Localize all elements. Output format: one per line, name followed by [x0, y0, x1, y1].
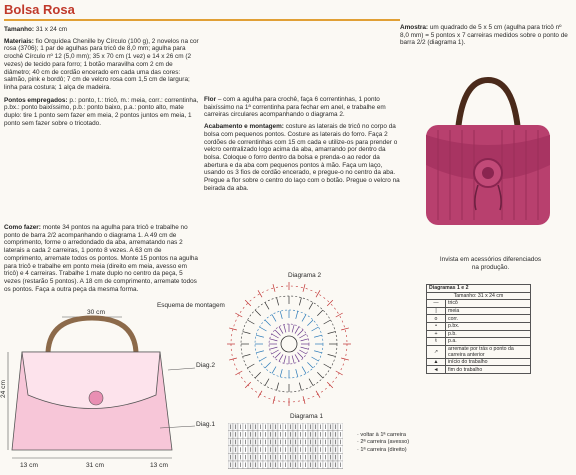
diagram1-chart	[228, 423, 343, 469]
stitch-mark	[235, 371, 242, 375]
legend-symbol: ↗	[427, 345, 446, 358]
stitch-mark	[307, 362, 313, 368]
stitch-mark	[265, 302, 269, 309]
flower-mark	[89, 391, 103, 405]
acabamento-value: costure as laterais de tricô no corpo da bolsa com pequenos pontos. Costure as laterais do forro. Faça 2 cordões de correntinhas com 15 cm cada e utilize-os para prender o velcro centralizado logo acima da aba, amarrando por dentro da bolsa. Coloque o forro dentro da bolsa e prenda-o ao redor da abertura e da aba com pequenos pontos à mão. Faça um laço, usando os 3 fios de cordão encerado, e pregue-o no centro da aba. Pregue a flor sobre o centro do laço com o botão. Pregue o velcro na beirada da aba.	[204, 123, 400, 192]
stitch-mark	[303, 284, 305, 292]
diagram1-title: Diagrama 1	[290, 413, 324, 420]
photo-caption: Invista em acessórios diferenciados na produção.	[439, 256, 542, 271]
stitch-mark	[299, 350, 306, 354]
como-fazer-label: Como fazer:	[4, 224, 41, 231]
wooden-handle	[458, 80, 518, 130]
materiais-label: Materiais:	[4, 37, 34, 45]
stitch-mark	[324, 320, 331, 324]
legend-rows	[427, 300, 531, 374]
stitch-mark	[336, 371, 343, 375]
legend-text: p.a.	[446, 338, 531, 346]
acabamento-label: Acabamento e montagem:	[204, 123, 284, 131]
stitch-mark	[307, 320, 313, 326]
legend-row	[427, 330, 531, 338]
stitch-mark	[297, 352, 303, 358]
legend-symbol: ◄	[427, 366, 446, 374]
legend-row	[427, 345, 531, 358]
stitch-mark	[258, 290, 262, 297]
assembly-schema	[0, 300, 225, 472]
stitch-mark	[270, 339, 278, 341]
stitch-mark	[277, 383, 279, 391]
legend-row	[427, 307, 531, 315]
diag2-label: Diag.2	[196, 362, 216, 369]
stitch-mark	[299, 383, 301, 391]
note-1: · voltar à 1ª carreira	[357, 432, 407, 438]
side-a-label: 13 cm	[20, 462, 38, 469]
stitch-mark	[247, 320, 254, 324]
column-left	[4, 26, 201, 132]
flor-label: Flor	[204, 96, 217, 103]
stitch-mark	[260, 327, 267, 331]
stitch-mark	[272, 334, 279, 338]
stitch-mark	[314, 351, 322, 353]
stitch-mark	[328, 354, 336, 356]
legend-row	[427, 338, 531, 346]
legend-text: fim do trabalho	[446, 366, 531, 374]
stitch-mark	[309, 302, 313, 309]
legend-table	[426, 284, 531, 374]
center-ring	[281, 336, 297, 352]
amostra-value: um quadrado de 5 x 5 cm (agulha para tricô nº 8,0 mm) = 5 pontos x 7 carreiras medidos sobre o ponto de barra 2/2 (diagrama 1).	[400, 24, 568, 47]
diagram2-title: Diagrama 2	[288, 272, 322, 279]
pontos-paragraph	[4, 97, 201, 128]
stitch-mark	[296, 311, 298, 319]
flor-paragraph	[204, 96, 400, 119]
stitch-mark	[296, 369, 298, 377]
stitch-spokes	[227, 282, 351, 406]
stitch-mark	[265, 379, 269, 386]
handle-shape	[48, 318, 136, 352]
legend-symbol: —	[427, 300, 446, 308]
side-b-label: 13 cm	[150, 462, 168, 469]
stitch-mark	[235, 313, 242, 317]
legend-row	[427, 322, 531, 330]
stitch-mark	[272, 367, 276, 374]
stitch-mark	[265, 362, 271, 368]
pontos-label: Pontos empregados:	[4, 96, 68, 104]
legend-text: início do trabalho	[446, 358, 531, 366]
stitch-mark	[316, 391, 320, 398]
stitch-mark	[295, 327, 299, 334]
stitch-mark	[328, 332, 336, 334]
legend-symbol: +	[427, 330, 446, 338]
acabamento-paragraph	[204, 123, 400, 192]
bag-photo	[418, 75, 558, 230]
stitch-mark	[324, 364, 331, 368]
stitch-mark	[327, 382, 333, 388]
amostra-label: Amostra:	[400, 24, 429, 31]
stitch-mark	[302, 315, 306, 322]
legend-text: arremate por trás o ponto da carreira anterior	[446, 345, 531, 358]
como-fazer-value: monte 34 pontos na agulha para tricô e trabalhe no ponto de barra 2/2 acompanhando o diagrama 1. A 49 cm de comprimento, forme o arredondado da aba, arrematando nas 2 laterais a cada 2 carreiras, 1 ponto 8 vezes. A 63 cm de comprimento, arremate todos os pontos. Monte 15 pontos na agulha para tricô e trabalhe em ponto meia (direito em meia, avesso em tricô) e 4 carreiras. Trabalhe 1 mate duplo no centro da peça, 5 vezes (restarão 5 pontos). A 18 cm de comprimento, arremate todos os pontos. Faça a outra peça da mesma forma.	[4, 224, 198, 293]
stitch-mark	[314, 335, 322, 337]
stitch-mark	[279, 327, 283, 334]
title-rule	[4, 19, 400, 21]
materiais-paragraph	[4, 38, 201, 92]
legend-symbol: •	[427, 322, 446, 330]
schema-label: Esquema de montagem	[157, 302, 225, 309]
flower-center	[482, 167, 494, 179]
stitch-mark	[275, 352, 281, 358]
stitch-mark	[280, 369, 282, 377]
stitch-mark	[255, 310, 261, 316]
stitch-mark	[265, 320, 271, 326]
note-2: · 2ª carreira (avesso)	[357, 439, 410, 446]
flor-value: – com a agulha para crochê, faça 6 correntinhas, 1 ponto baixíssimo na 1ª correntinha para fechar em anel, e trabalhe em carreiras circulares acompanhando o diagrama 2.	[204, 96, 386, 119]
stitch-mark	[245, 382, 251, 388]
legend-text: meia	[446, 307, 531, 315]
diag2-pointer	[168, 368, 195, 370]
stitch-mark	[301, 339, 309, 341]
legend-symbol: ▲	[427, 358, 446, 366]
materiais-value: fio Orquídea Chenille by Círculo (100 g), 2 novelos na cor rosa (3706); 1 par de agulhas para tricô de 8,0 mm; agulha para crochê Círculo nº 12 (5,0 mm); 35 x 70 cm (1 vez) e 14 x 26 cm (2 vezes) de tecido para forro; 1 botão maravilha com 2 cm de diâmetro; 40 cm de cordão encerado em cada uma das cores: salmão, pink e bordô; 7 cm de velcro rosa com 1,5 cm de largura; linha para costura; 1 alça de madeira.	[4, 37, 199, 91]
stitch-mark	[297, 330, 303, 336]
legend-row	[427, 358, 531, 366]
width-bottom-label: 31 cm	[86, 462, 104, 469]
tamanho-paragraph	[4, 26, 201, 34]
stitch-mark	[275, 330, 281, 336]
legend-size: Tamanho: 31 x 24 cm	[427, 292, 531, 300]
stitch-mark	[336, 313, 343, 317]
width-top-label: 30 cm	[87, 309, 105, 316]
stitch-mark	[341, 328, 349, 330]
stitch-mark	[312, 357, 319, 361]
stitch-mark	[243, 354, 251, 356]
legend-symbol: ŧ	[427, 338, 446, 346]
legend-box	[426, 284, 531, 374]
stitch-mark	[272, 315, 276, 322]
note-3: · 1ª carreira (direito)	[357, 446, 407, 453]
stitch-mark	[256, 351, 264, 353]
stitch-mark	[299, 334, 306, 338]
como-fazer-block	[4, 224, 201, 293]
legend-text: p.b.	[446, 330, 531, 338]
grid-cells	[228, 423, 343, 469]
stitch-mark	[258, 391, 262, 398]
stitch-mark	[309, 379, 313, 386]
stitch-mark	[279, 354, 283, 361]
height-label: 24 cm	[0, 380, 7, 398]
stitch-mark	[256, 335, 264, 337]
legend-text: tricô	[446, 300, 531, 308]
stitch-mark	[277, 298, 279, 306]
stitch-mark	[312, 327, 319, 331]
stitch-mark	[284, 325, 286, 333]
stitch-mark	[270, 347, 278, 349]
pontos-value: p.: ponto, t.: tricô, m.: meia, corr.: correntinha, p.bx.: ponto baixíssimo, p.b.: ponto baixo, p.a.: ponto alto, mate duplo: tire 1 ponto sem fazer em meia, 2 pontos juntos em meia, 1 ponto sem fazer sobre o tricotado.	[4, 96, 199, 127]
diagram2-chart	[226, 281, 352, 407]
legend-row	[427, 315, 531, 323]
tamanho-value: 31 x 24 cm	[34, 26, 68, 33]
legend-row	[427, 366, 531, 374]
stitch-mark	[317, 310, 323, 316]
legend-symbol: |	[427, 307, 446, 315]
legend-row	[427, 300, 531, 308]
stitch-mark	[295, 354, 299, 361]
stitch-mark	[247, 364, 254, 368]
stitch-mark	[255, 372, 261, 378]
stitch-mark	[284, 356, 286, 364]
stitch-mark	[280, 311, 282, 319]
legend-text: corr.	[446, 315, 531, 323]
stitch-mark	[317, 372, 323, 378]
stitch-mark	[243, 332, 251, 334]
legend-text: p.bx.	[446, 322, 531, 330]
stitch-mark	[292, 356, 294, 364]
legend-title: Diagramas 1 e 2	[427, 285, 531, 293]
tamanho-label: Tamanho:	[4, 26, 35, 33]
stitch-mark	[316, 290, 320, 297]
column-middle	[204, 96, 400, 192]
stitch-mark	[301, 347, 309, 349]
diagram1-notes	[357, 432, 409, 454]
stitch-mark	[292, 325, 294, 333]
column-right	[400, 24, 572, 47]
diag1-label: Diag.1	[196, 421, 216, 428]
legend-symbol: o	[427, 315, 446, 323]
page-title: Bolsa Rosa	[4, 2, 75, 17]
stitch-mark	[272, 350, 279, 354]
stitch-mark	[299, 298, 301, 306]
stitch-mark	[260, 357, 267, 361]
stitch-mark	[302, 367, 306, 374]
